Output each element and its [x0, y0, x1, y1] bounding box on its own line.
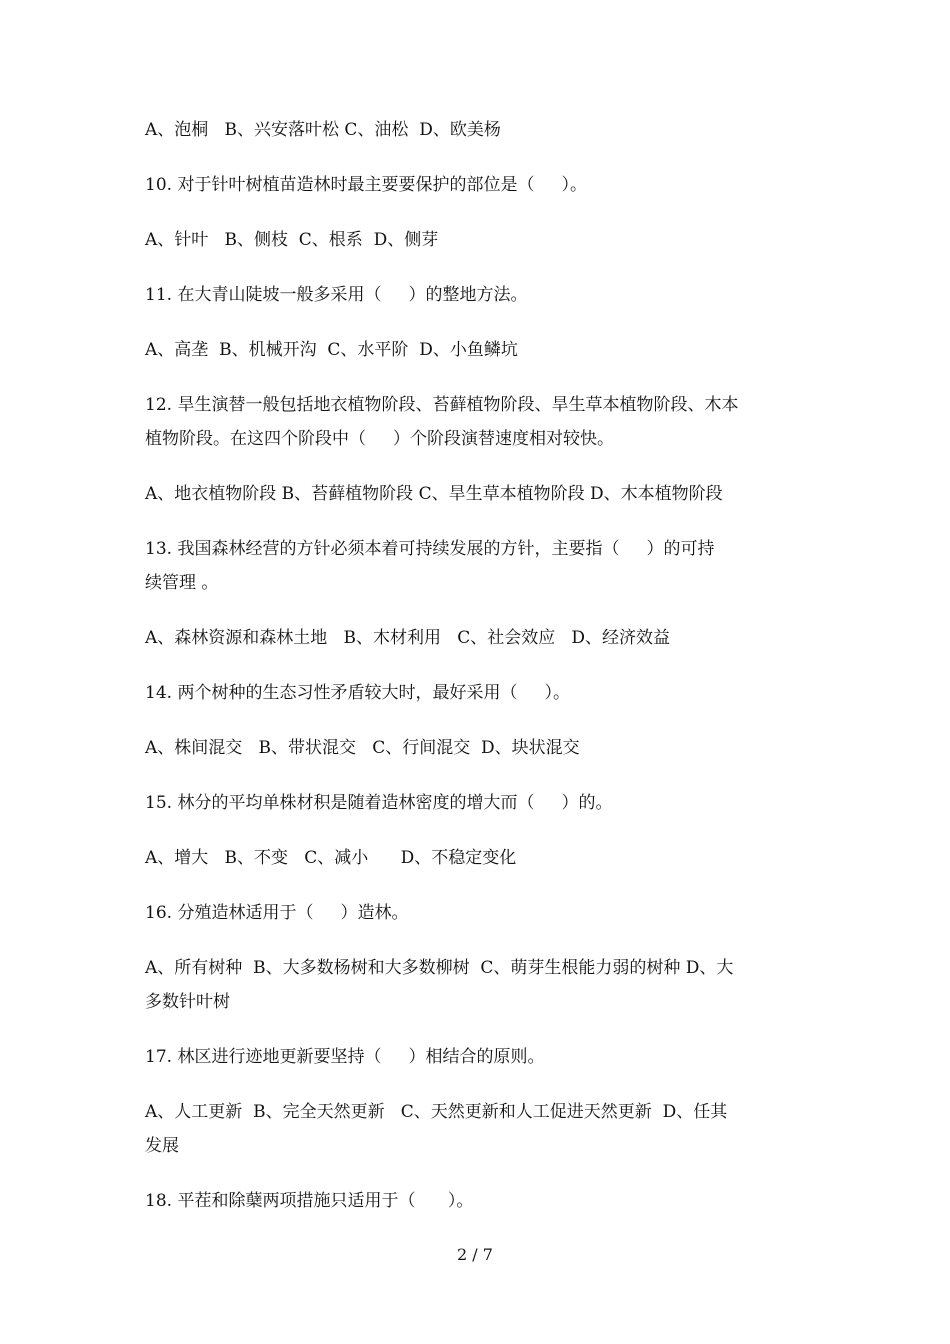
page-number: 2 / 7 [457, 1245, 493, 1264]
text-line: 11. 在大青山陡坡一般多采用（ ）的整地方法。 [145, 285, 528, 305]
question-text [145, 168, 815, 202]
answer-options [145, 333, 815, 367]
text-line: A、增大 B、不变 C、减小 D、不稳定变化 [145, 848, 517, 868]
question-text [145, 388, 815, 456]
text-line: 植物阶段。在这四个阶段中（ ）个阶段演替速度相对较快。 [145, 429, 615, 449]
text-line: 12. 旱生演替一般包括地衣植物阶段、苔藓植物阶段、旱生草本植物阶段、木本 [145, 395, 739, 415]
answer-options [145, 223, 815, 257]
text-line: 多数针叶树 [145, 992, 230, 1012]
question-text [145, 1184, 815, 1218]
answer-options [145, 113, 815, 147]
text-line: A、高垄 B、机械开沟 C、水平阶 D、小鱼鳞坑 [145, 340, 518, 360]
answer-options [145, 841, 815, 875]
text-line: A、森林资源和森林土地 B、木材利用 C、社会效应 D、经济效益 [145, 628, 671, 648]
answer-options [145, 1095, 815, 1163]
text-line: 10. 对于针叶树植苗造林时最主要要保护的部位是（ ）。 [145, 175, 587, 195]
question-text [145, 278, 815, 312]
answer-options [145, 621, 815, 655]
text-line: 14. 两个树种的生态习性矛盾较大时，最好采用（ ）。 [145, 683, 570, 703]
text-line: 17. 林区进行迹地更新要坚持（ ）相结合的原则。 [145, 1047, 545, 1067]
question-list [145, 113, 815, 1239]
text-line: 发展 [145, 1136, 179, 1156]
text-line: A、地衣植物阶段 B、苔藓植物阶段 C、旱生草本植物阶段 D、木本植物阶段 [145, 484, 723, 504]
text-line: A、所有树种 B、大多数杨树和大多数柳树 C、萌芽生根能力弱的树种 D、大 [145, 958, 734, 978]
text-line: A、泡桐 B、兴安落叶松 C、油松 D、欧美杨 [145, 120, 501, 140]
answer-options [145, 731, 815, 765]
text-line: 13. 我国森林经营的方针必须本着可持续发展的方针，主要指（ ）的可持 [145, 539, 715, 559]
question-text [145, 1040, 815, 1074]
answer-options [145, 477, 815, 511]
text-line: 15. 林分的平均单株材积是随着造林密度的增大而（ ）的。 [145, 793, 613, 813]
question-text [145, 532, 815, 600]
text-line: 续管理 。 [145, 573, 219, 593]
text-line: A、株间混交 B、带状混交 C、行间混交 D、块状混交 [145, 738, 580, 758]
question-text [145, 676, 815, 710]
text-line: A、人工更新 B、完全天然更新 C、天然更新和人工促进天然更新 D、任其 [145, 1102, 728, 1122]
question-text [145, 896, 815, 930]
text-line: 16. 分殖造林适用于（ ）造林。 [145, 903, 409, 923]
answer-options [145, 951, 815, 1019]
text-line: A、针叶 B、侧枝 C、根系 D、侧芽 [145, 230, 439, 250]
text-line: 18. 平茬和除蘖两项措施只适用于（ ）。 [145, 1191, 474, 1211]
question-text [145, 786, 815, 820]
